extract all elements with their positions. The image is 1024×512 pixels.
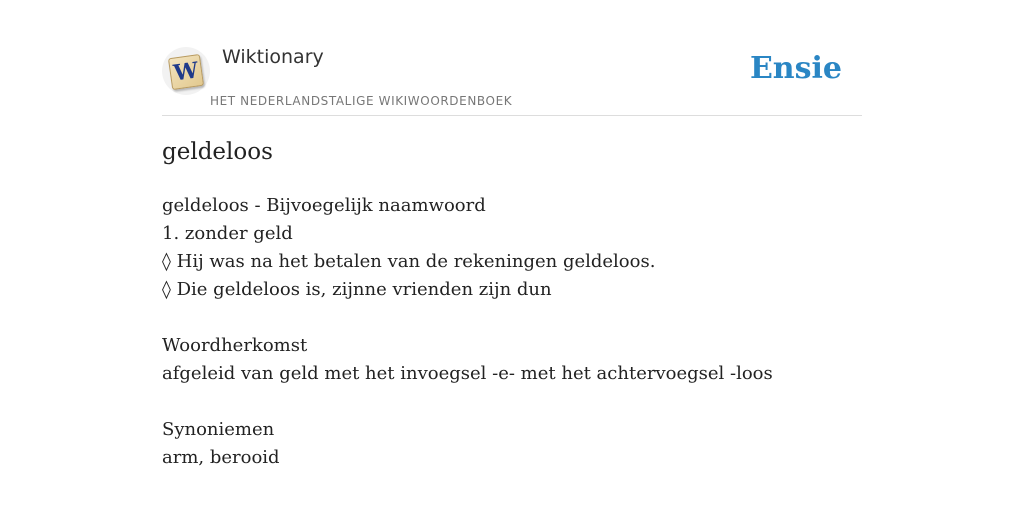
part-of-speech-line: geldeloos - Bijvoegelijk naamwoord <box>162 195 486 216</box>
wiktionary-tile-icon <box>168 54 204 90</box>
site-tagline: HET NEDERLANDSTALIGE WIKIWOORDENBOEK <box>210 94 513 108</box>
example-line: ◊ Hij was na het betalen van de rekeningen geldeloos. <box>162 251 656 272</box>
entry-body <box>162 192 862 472</box>
etymology-heading: Woordherkomst <box>162 335 308 356</box>
etymology-text: afgeleid van geld met het invoegsel -e- met het achtervoegsel -loos <box>162 363 773 384</box>
site-title[interactable]: Wiktionary <box>222 46 324 68</box>
wiktionary-logo[interactable] <box>162 47 210 95</box>
content-card <box>162 0 862 512</box>
logo-letter: W <box>171 57 201 87</box>
spacer <box>162 304 862 332</box>
example-line: ◊ Die geldeloos is, zijnne vrienden zijn dun <box>162 279 552 300</box>
entry-title: geldeloos <box>162 139 273 165</box>
ensie-brand-link[interactable]: Ensie <box>749 51 842 86</box>
synonyms-text: arm, berooid <box>162 447 280 468</box>
spacer <box>162 388 862 416</box>
definition-line: 1. zonder geld <box>162 223 293 244</box>
synonyms-heading: Synoniemen <box>162 419 275 440</box>
header-divider <box>162 115 862 116</box>
